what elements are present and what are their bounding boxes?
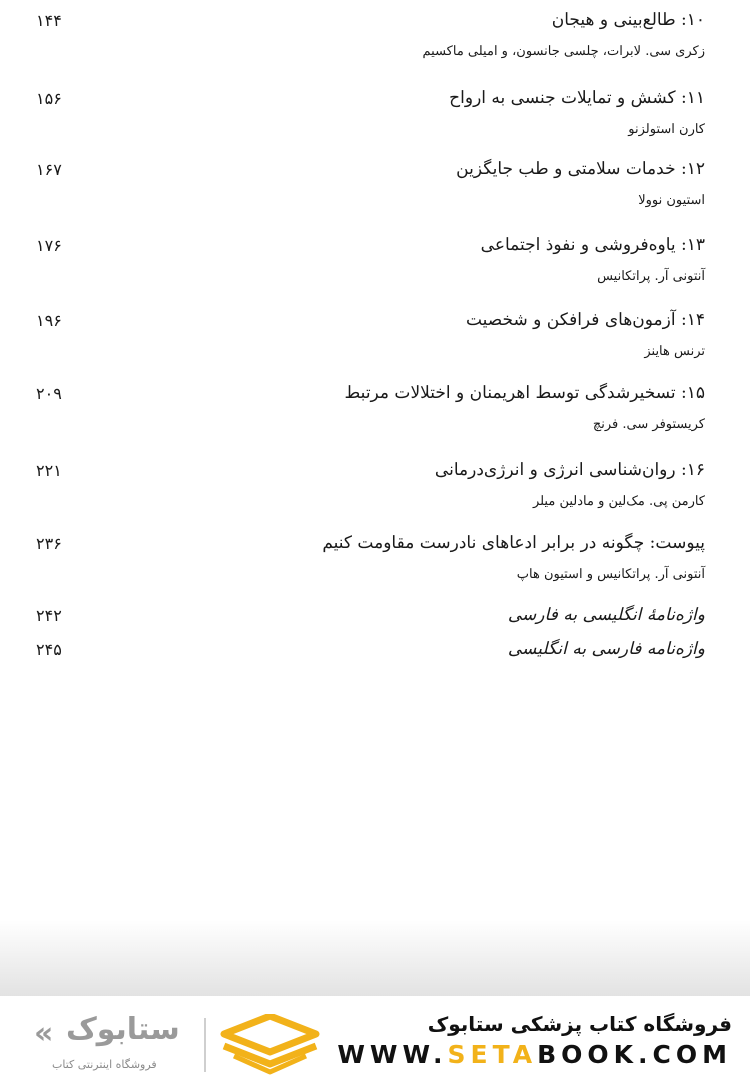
toc-entry-title: ۱۱: کشش و تمایلات جنسی به ارواح [449,88,705,108]
toc-glossary-entry[interactable] [0,597,750,627]
toc-entry-page-number: ۱۴۴ [36,11,62,30]
toc-entry-page-number: ۱۷۶ [36,236,62,255]
chevron-left-icon: « [34,1016,54,1051]
toc-entry-author: استیون نوولا [638,193,705,208]
toc-entry-title: پیوست: چگونه در برابر ادعاهای نادرست مقاومت کنیم [322,533,705,553]
toc-entry-title: ۱۳: یاوه‌فروشی و نفوذ اجتماعی [480,235,705,255]
page-shadow [0,920,750,1000]
store-url-prefix: WWW. [337,1040,448,1069]
logo-divider [204,1018,206,1072]
toc-entry-title: ۱۶: روان‌شناسی انرژی و انرژی‌درمانی [434,460,705,480]
toc-entry-author: آنتونی آر. پراتکانیس و استیون هاپ [516,567,705,582]
store-url-highlight: SETA [447,1040,538,1069]
toc-entry[interactable] [0,375,750,435]
store-url-suffix: BOOK.COM [537,1040,732,1069]
toc-entry-title: ۱۴: آزمون‌های فرافکن و شخصیت [465,310,705,330]
toc-entry-page-number: ۱۵۶ [36,89,62,108]
toc-entry[interactable] [0,80,750,140]
toc-entry-page-number: ۲۴۵ [36,640,62,659]
toc-entry-author: کریستوفر سی. فرنچ [592,417,705,432]
toc-entry[interactable] [0,2,750,62]
toc-entry-author: آنتونی آر. پراتکانیس [597,269,705,284]
toc-entry-title: ۱۰: طالع‌بینی و هیجان [551,10,705,30]
toc-entry-page-number: ۲۴۲ [36,606,62,625]
store-footer-banner[interactable] [0,996,750,1080]
toc-entry[interactable] [0,525,750,585]
toc-entry-author: ترنس هاینز [644,344,705,359]
toc-entry-page-number: ۲۰۹ [36,384,62,403]
toc-entry-title: ۱۲: خدمات سلامتی و طب جایگزین [456,159,705,179]
toc-entry-title: واژه‌نامه فارسی به انگلیسی [507,639,705,659]
toc-entry[interactable] [0,452,750,512]
toc-entry-title: ۱۵: تسخیرشدگی توسط اهریمنان و اختلالات مرتبط [344,383,705,403]
toc-entry-page-number: ۱۶۷ [36,160,62,179]
toc-entry-author: کارمن پی. مک‌لین و مادلین میلر [532,494,705,509]
setabook-logo [34,1014,294,1076]
toc-entry-page-number: ۲۳۶ [36,534,62,553]
toc-entry-page-number: ۲۲۱ [36,461,62,480]
toc-entry-title: واژه‌نامهٔ انگلیسی به فارسی [507,605,705,625]
toc-entry-page-number: ۱۹۶ [36,311,62,330]
store-url[interactable] [337,1040,732,1069]
toc-glossary-entry[interactable] [0,631,750,661]
toc-entry[interactable] [0,227,750,287]
store-name: فروشگاه کتاب پزشکی ستابوک [427,1012,732,1036]
logo-tagline: فروشگاه اینترنتی کتاب [52,1058,157,1071]
toc-entry-author: زکری سی. لابرات، چلسی جانسون، و امیلی ماکسیم [422,44,705,59]
toc-entry[interactable] [0,151,750,211]
logo-wordmark: ستابوک [66,1012,180,1047]
toc-entry[interactable] [0,302,750,362]
book-stack-icon [220,1014,320,1076]
toc-entry-author: کارن استولزنو [628,122,705,137]
